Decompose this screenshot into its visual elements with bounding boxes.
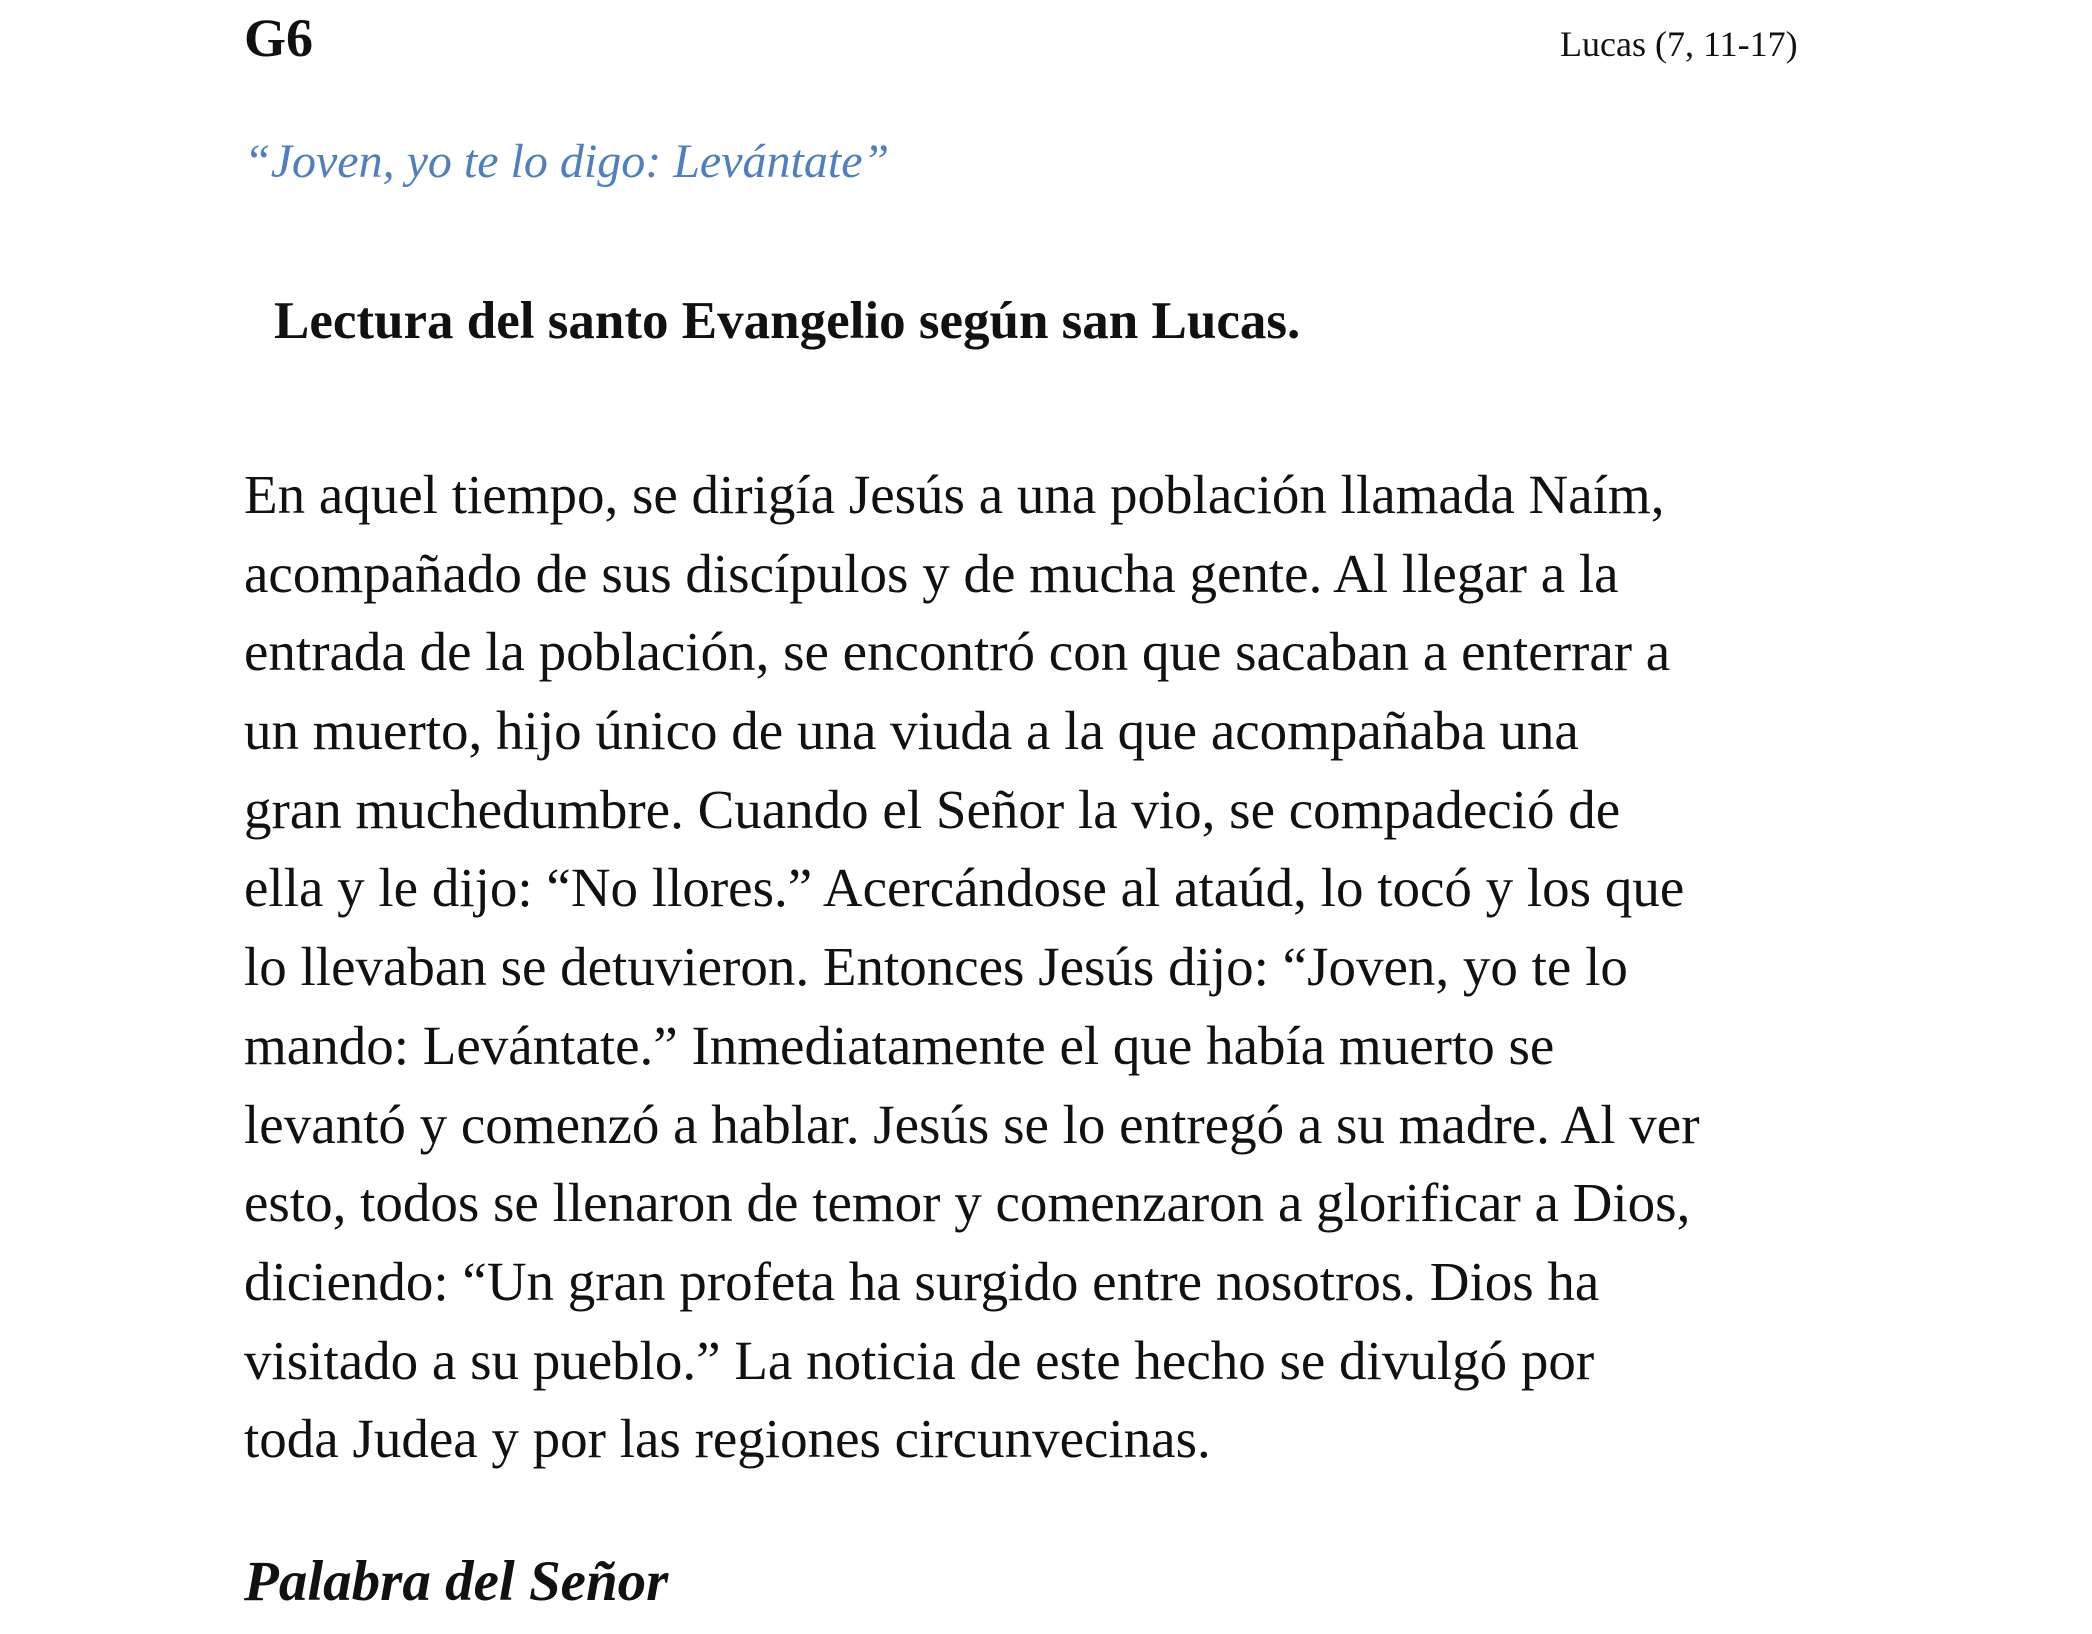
closing-acclamation: Palabra del Señor	[244, 1550, 669, 1613]
gospel-text-line: esto, todos se llenaron de temor y comenzaron a glorificar a Dios,	[244, 1172, 1691, 1234]
gospel-text-line: un muerto, hijo único de una viuda a la que acompañaba una	[244, 700, 1579, 762]
reading-code: G6	[244, 8, 314, 68]
gospel-text-line: entrada de la población, se encontró con que sacaban a enterrar a	[244, 621, 1671, 683]
gospel-text-line: visitado a su pueblo.” La noticia de este hecho se divulgó por	[244, 1329, 1595, 1391]
gospel-text-line: lo llevaban se detuvieron. Entonces Jesús dijo: “Joven, yo te lo	[244, 936, 1628, 998]
gospel-text	[244, 456, 1964, 1479]
gospel-text-line: ella y le dijo: “No llores.” Acercándose al ataúd, lo tocó y los que	[244, 857, 1685, 919]
gospel-text-line: levantó y comenzó a hablar. Jesús se lo entregó a su madre. Al ver	[244, 1093, 1700, 1155]
gospel-text-line: acompañado de sus discípulos y de mucha gente. Al llegar a la	[244, 542, 1619, 604]
epigraph-quote: “Joven, yo te lo digo: Levántate”	[244, 135, 890, 188]
reading-heading: Lectura del santo Evangelio según san Lucas.	[274, 292, 1301, 350]
scripture-reference: Lucas (7, 11-17)	[1560, 24, 1798, 64]
gospel-text-line: gran muchedumbre. Cuando el Señor la vio, se compadeció de	[244, 778, 1621, 840]
gospel-text-line: En aquel tiempo, se dirigía Jesús a una población llamada Naím,	[244, 464, 1665, 525]
gospel-text-line: mando: Levántate.” Inmediatamente el que había muerto se	[244, 1014, 1555, 1076]
gospel-text-line: toda Judea y por las regiones circunvecinas.	[244, 1408, 1211, 1470]
gospel-text-line: diciendo: “Un gran profeta ha surgido entre nosotros. Dios ha	[244, 1250, 1600, 1312]
